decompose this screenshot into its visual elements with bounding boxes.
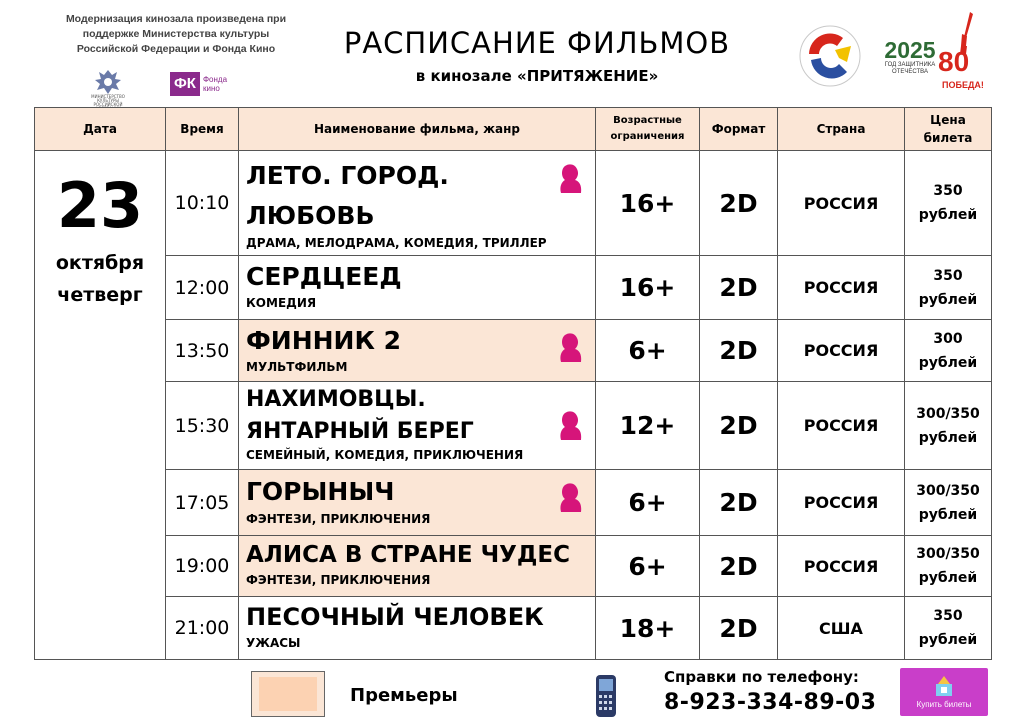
modernization-note: Модернизация кинозала произведена при поддержке Министерства культуры Российской Федерации и Фонда Кино [65, 13, 287, 55]
premiere-legend-fill [259, 677, 317, 711]
film-title: ФИННИК 2 [246, 326, 402, 355]
film-format: 2D [700, 382, 778, 470]
date-day: 23 [56, 169, 144, 242]
ticket-price: 350 рублей [905, 151, 992, 256]
age-rating: 6+ [596, 470, 700, 536]
film-title: СЕРДЦЕЕД [246, 262, 402, 291]
film-genre: КОМЕДИЯ [246, 296, 317, 310]
ticket-price: 300/350 рублей [905, 382, 992, 470]
session-time: 15:30 [166, 382, 239, 470]
age-rating: 16+ [596, 256, 700, 320]
film-format: 2D [700, 597, 778, 660]
film-title: НАХИМОВЦЫ. ЯНТАРНЫЙ БЕРЕГ [246, 387, 474, 444]
year-number: 2025 [884, 37, 936, 63]
date-month: октября [55, 252, 145, 274]
table-header-row [35, 108, 992, 151]
film-genre: ФЭНТЕЗИ, ПРИКЛЮЧЕНИЯ [246, 573, 431, 587]
film-cell [239, 151, 596, 256]
table-row [35, 151, 992, 256]
film-genre: ФЭНТЕЗИ, ПРИКЛЮЧЕНИЯ [246, 512, 431, 526]
ticket-price: 300 рублей [905, 320, 992, 382]
buy-tickets-button[interactable] [900, 668, 988, 716]
film-cell [239, 256, 596, 320]
film-format: 2D [700, 470, 778, 536]
table-row [35, 256, 992, 320]
table-row [35, 320, 992, 382]
header-date: Дата [35, 108, 166, 151]
film-genre: ДРАМА, МЕЛОДРАМА, КОМЕДИЯ, ТРИЛЛЕР [246, 236, 547, 250]
header-price: Цена билета [905, 108, 992, 151]
fk-logo-mark: ФК [170, 72, 200, 96]
film-cell [239, 597, 596, 660]
mobile-phone-icon [593, 674, 619, 718]
table-row [35, 470, 992, 536]
pushkin-card-icon [551, 330, 587, 364]
table-row [35, 382, 992, 470]
pushkin-card-icon [551, 480, 587, 514]
film-genre: СЕМЕЙНЫЙ, КОМЕДИЯ, ПРИКЛЮЧЕНИЯ [246, 448, 524, 462]
session-time: 12:00 [166, 256, 239, 320]
header-country: Страна [778, 108, 905, 151]
session-time: 19:00 [166, 536, 239, 597]
cinema-logo-icon [795, 24, 865, 88]
header-age: Возрастные ограничения [596, 108, 700, 151]
ticket-price: 350 рублей [905, 256, 992, 320]
film-format: 2D [700, 320, 778, 382]
pushkin-card-icon [551, 161, 587, 195]
film-format: 2D [700, 256, 778, 320]
page-subtitle: в кинозале «ПРИТЯЖЕНИЕ» [415, 67, 659, 85]
film-title: ГОРЫНЫЧ [246, 477, 395, 506]
ministry-caption: МИНИСТЕРСТВО КУЛЬТУРЫ РОССИЙСКОЙ [91, 94, 125, 107]
buy-tickets-label: Купить билеты [916, 700, 972, 709]
ticket-price: 350 рублей [905, 597, 992, 660]
session-time: 17:05 [166, 470, 239, 536]
age-rating: 16+ [596, 151, 700, 256]
age-rating: 12+ [596, 382, 700, 470]
film-cell-premiere [239, 536, 596, 597]
header-film: Наименование фильма, жанр [239, 108, 596, 151]
fond-kino-logo [170, 70, 227, 98]
film-cell-premiere [239, 470, 596, 536]
pushkin-card-icon [551, 408, 587, 442]
session-time: 10:10 [166, 151, 239, 256]
fk-logo-text: Фонда кино [202, 75, 228, 93]
film-genre: МУЛЬТФИЛЬМ [246, 360, 348, 374]
film-genre: УЖАСЫ [246, 636, 301, 650]
victory-80-number: 80 [938, 46, 970, 77]
film-title: ЛЕТО. ГОРОД. ЛЮБОВЬ [246, 161, 449, 230]
ticket-icon [933, 674, 955, 698]
session-time: 21:00 [166, 597, 239, 660]
film-country: РОССИЯ [778, 470, 905, 536]
year-of-defender-badge: 2025 ГОД ЗАЩИТНИКА ОТЕЧЕСТВА [880, 38, 940, 76]
film-title: АЛИСА В СТРАНЕ ЧУДЕС [246, 542, 570, 568]
help-phone-number[interactable]: 8-923-334-89-03 [664, 690, 877, 715]
ticket-price: 300/350 рублей [905, 470, 992, 536]
film-cell-premiere [239, 320, 596, 382]
age-rating: 6+ [596, 320, 700, 382]
age-rating: 6+ [596, 536, 700, 597]
age-rating: 18+ [596, 597, 700, 660]
film-country: США [778, 597, 905, 660]
film-cell [239, 382, 596, 470]
header-format: Формат [700, 108, 778, 151]
date-weekday: четверг [57, 284, 143, 306]
table-row [35, 536, 992, 597]
help-phone-caption: Справки по телефону: [664, 668, 859, 686]
date-cell [35, 151, 166, 660]
session-time: 13:50 [166, 320, 239, 382]
film-country: РОССИЯ [778, 320, 905, 382]
film-country: РОССИЯ [778, 256, 905, 320]
film-country: РОССИЯ [778, 151, 905, 256]
schedule-table [34, 107, 992, 660]
page-title: РАСПИСАНИЕ ФИЛЬМОВ [343, 26, 731, 60]
film-title: ПЕСОЧНЫЙ ЧЕЛОВЕК [246, 603, 544, 631]
ticket-price: 300/350 рублей [905, 536, 992, 597]
premiere-legend-label: Премьеры [350, 685, 458, 706]
film-country: РОССИЯ [778, 382, 905, 470]
victory-word: ПОБЕДА! [942, 80, 984, 90]
film-format: 2D [700, 151, 778, 256]
table-row [35, 597, 992, 660]
film-format: 2D [700, 536, 778, 597]
film-country: РОССИЯ [778, 536, 905, 597]
header-time: Время [166, 108, 239, 151]
